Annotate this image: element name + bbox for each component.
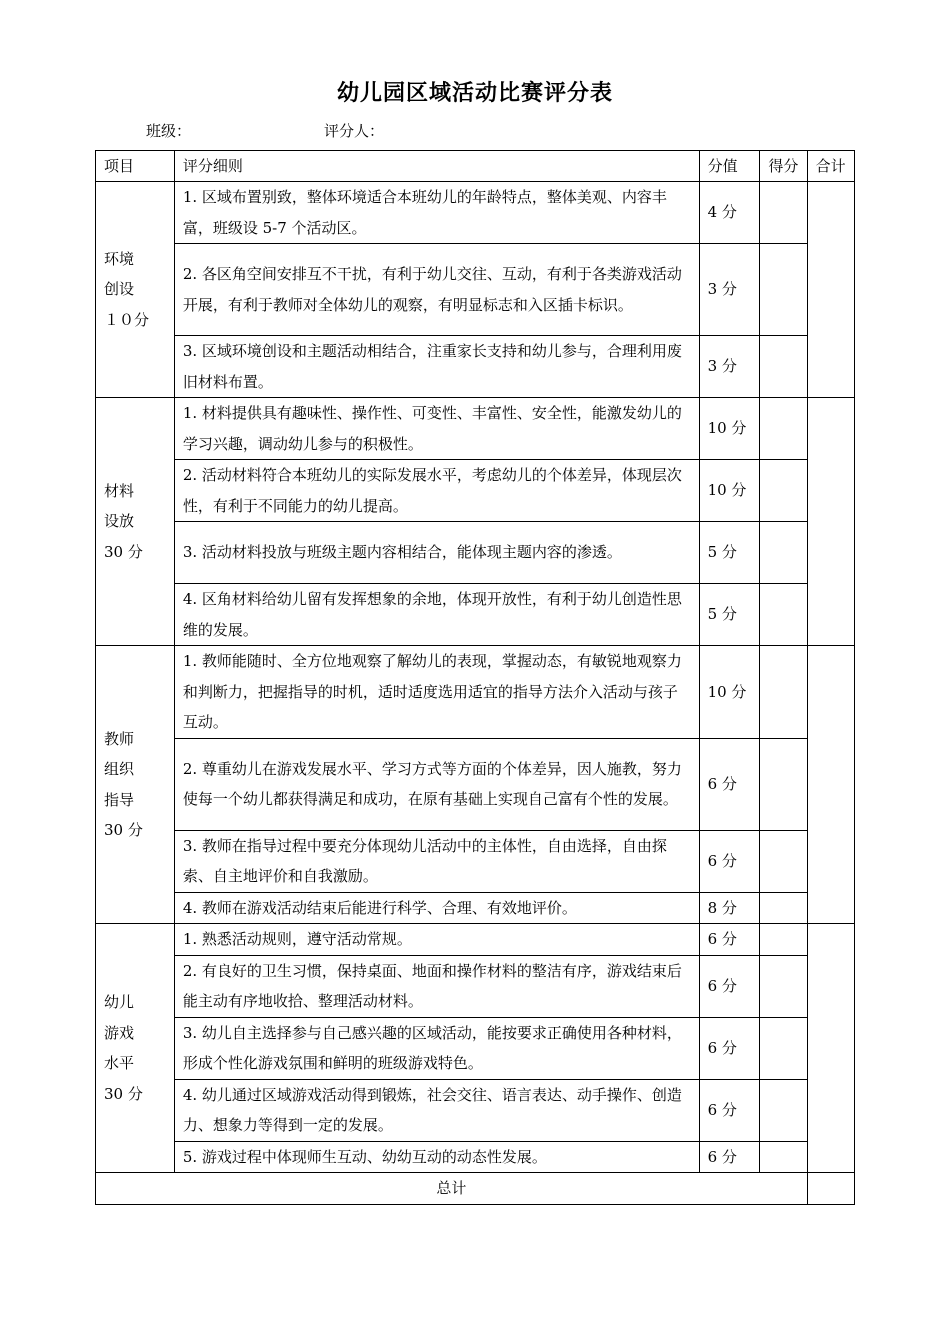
section-name-line: 30 分 bbox=[104, 542, 143, 561]
score-value: 5 分 bbox=[699, 584, 760, 646]
section-name-line: 环境 bbox=[104, 249, 135, 268]
grand-total-label: 总计 bbox=[96, 1173, 808, 1205]
score-value: 6 分 bbox=[699, 955, 760, 1017]
criteria-detail: 4. 区角材料给幼儿留有发挥想象的余地，体现开放性，有利于幼儿创造性思维的发展。 bbox=[174, 584, 699, 646]
section-name-line: １０分 bbox=[104, 310, 150, 329]
table-header-row bbox=[96, 151, 855, 182]
table-row bbox=[96, 336, 855, 398]
score-value: 10 分 bbox=[699, 398, 760, 460]
score-value: 3 分 bbox=[699, 244, 760, 336]
criteria-detail: 2. 活动材料符合本班幼儿的实际发展水平，考虑幼儿的个体差异，体现层次性，有利于不同能力的幼儿提高。 bbox=[174, 460, 699, 522]
score-value: 10 分 bbox=[699, 460, 760, 522]
got-score-cell[interactable] bbox=[760, 830, 807, 892]
table-row bbox=[96, 924, 855, 956]
header-got: 得分 bbox=[760, 151, 807, 182]
section-name-line: 设放 bbox=[104, 512, 135, 531]
got-score-cell[interactable] bbox=[760, 646, 807, 739]
got-score-cell[interactable] bbox=[760, 522, 807, 584]
score-value: 10 分 bbox=[699, 646, 760, 739]
section-name-line: 组织 bbox=[104, 760, 135, 778]
table-row bbox=[96, 892, 855, 924]
criteria-detail: 1. 教师能随时、全方位地观察了解幼儿的表现，掌握动态，有敏锐地观察力和判断力，把握指导的时机，适时适度选用适宜的指导方法介入活动与孩子互动。 bbox=[174, 646, 699, 739]
rater-label: 评分人： bbox=[324, 122, 385, 140]
header-item: 项目 bbox=[96, 151, 175, 182]
table-row bbox=[96, 1079, 855, 1141]
got-score-cell[interactable] bbox=[760, 738, 807, 830]
score-value: 6 分 bbox=[699, 1141, 760, 1173]
header-score: 分值 bbox=[699, 151, 760, 182]
got-score-cell[interactable] bbox=[760, 924, 807, 956]
score-value: 3 分 bbox=[699, 336, 760, 398]
section-name-cell bbox=[96, 398, 175, 646]
got-score-cell[interactable] bbox=[760, 1017, 807, 1079]
criteria-detail: 1. 材料提供具有趣味性、操作性、可变性、丰富性、安全性，能激发幼儿的学习兴趣，调动幼儿参与的积极性。 bbox=[174, 398, 699, 460]
got-score-cell[interactable] bbox=[760, 336, 807, 398]
section-total-cell[interactable] bbox=[807, 398, 854, 646]
table-row bbox=[96, 955, 855, 1017]
criteria-detail: 3. 活动材料投放与班级主题内容相结合，能体现主题内容的渗透。 bbox=[174, 522, 699, 584]
got-score-cell[interactable] bbox=[760, 460, 807, 522]
got-score-cell[interactable] bbox=[760, 1141, 807, 1173]
criteria-detail: 1. 熟悉活动规则，遵守活动常规。 bbox=[174, 924, 699, 956]
criteria-detail: 1. 区域布置别致，整体环境适合本班幼儿的年龄特点，整体美观、内容丰富，班级设 5-7 个活动区。 bbox=[174, 182, 699, 244]
table-row bbox=[96, 830, 855, 892]
got-score-cell[interactable] bbox=[760, 244, 807, 336]
criteria-detail: 2. 有良好的卫生习惯，保持桌面、地面和操作材料的整洁有序，游戏结束后能主动有序地收拾、整理活动材料。 bbox=[174, 955, 699, 1017]
criteria-detail: 3. 区域环境创设和主题活动相结合，注重家长支持和幼儿参与，合理利用废旧材料布置。 bbox=[174, 336, 699, 398]
section-total-cell[interactable] bbox=[807, 646, 854, 924]
page-title: 幼儿园区域活动比赛评分表 bbox=[336, 80, 613, 106]
criteria-detail: 3. 教师在指导过程中要充分体现幼儿活动中的主体性，自由选择，自由探索、自主地评价和自我激励。 bbox=[174, 830, 699, 892]
table-row bbox=[96, 738, 855, 830]
got-score-cell[interactable] bbox=[760, 892, 807, 924]
section-name-line: 水平 bbox=[104, 1054, 135, 1072]
section-name-line: 创设 bbox=[104, 280, 135, 299]
criteria-detail: 5. 游戏过程中体现师生互动、幼幼互动的动态性发展。 bbox=[174, 1141, 699, 1173]
criteria-detail: 4. 教师在游戏活动结束后能进行科学、合理、有效地评价。 bbox=[174, 892, 699, 924]
score-value: 6 分 bbox=[699, 738, 760, 830]
criteria-detail: 2. 尊重幼儿在游戏发展水平、学习方式等方面的个体差异，因人施教，努力使每一个幼儿都获得满足和成功，在原有基础上实现自己富有个性的发展。 bbox=[174, 738, 699, 830]
score-value: 8 分 bbox=[699, 892, 760, 924]
table-footer-row bbox=[96, 1173, 855, 1205]
score-value: 6 分 bbox=[699, 1017, 760, 1079]
section-name-cell bbox=[96, 924, 175, 1173]
criteria-detail: 4. 幼儿通过区域游戏活动得到锻炼，社会交往、语言表达、动手操作、创造力、想象力等得到一定的发展。 bbox=[174, 1079, 699, 1141]
header-detail: 评分细则 bbox=[174, 151, 699, 182]
score-value: 4 分 bbox=[699, 182, 760, 244]
header-total: 合计 bbox=[807, 151, 854, 182]
section-total-cell[interactable] bbox=[807, 924, 854, 1173]
table-row bbox=[96, 584, 855, 646]
score-value: 6 分 bbox=[699, 830, 760, 892]
scoring-table bbox=[95, 150, 855, 1205]
section-name-cell bbox=[96, 182, 175, 398]
section-name-line: 材料 bbox=[104, 481, 135, 500]
score-value: 6 分 bbox=[699, 1079, 760, 1141]
section-name-line: 教师 bbox=[104, 729, 135, 748]
table-row bbox=[96, 1017, 855, 1079]
section-name-line: 幼儿 bbox=[104, 993, 135, 1011]
got-score-cell[interactable] bbox=[760, 584, 807, 646]
table-row bbox=[96, 522, 855, 584]
table-row bbox=[96, 646, 855, 739]
table-row bbox=[96, 182, 855, 244]
class-label: 班级： bbox=[146, 122, 192, 140]
got-score-cell[interactable] bbox=[760, 1079, 807, 1141]
criteria-detail: 2. 各区角空间安排互不干扰，有利于幼儿交往、互动，有利于各类游戏活动开展，有利于教师对全体幼儿的观察，有明显标志和入区插卡标识。 bbox=[174, 244, 699, 336]
section-name-line: 指导 bbox=[104, 790, 135, 809]
table-row bbox=[96, 398, 855, 460]
table-row bbox=[96, 460, 855, 522]
score-value: 5 分 bbox=[699, 522, 760, 584]
criteria-detail: 3. 幼儿自主选择参与自己感兴趣的区域活动，能按要求正确使用各种材料，形成个性化游戏氛围和鲜明的班级游戏特色。 bbox=[174, 1017, 699, 1079]
section-name-line: 30 分 bbox=[104, 1084, 143, 1103]
section-name-line: 游戏 bbox=[104, 1023, 135, 1042]
got-score-cell[interactable] bbox=[760, 955, 807, 1017]
table-row bbox=[96, 1141, 855, 1173]
section-name-line: 30 分 bbox=[104, 821, 143, 839]
form-meta bbox=[146, 120, 384, 141]
got-score-cell[interactable] bbox=[760, 182, 807, 244]
score-value: 6 分 bbox=[699, 924, 760, 956]
table-row bbox=[96, 244, 855, 336]
grand-total-cell[interactable] bbox=[807, 1173, 854, 1205]
section-name-cell bbox=[96, 646, 175, 924]
got-score-cell[interactable] bbox=[760, 398, 807, 460]
section-total-cell[interactable] bbox=[807, 182, 854, 398]
